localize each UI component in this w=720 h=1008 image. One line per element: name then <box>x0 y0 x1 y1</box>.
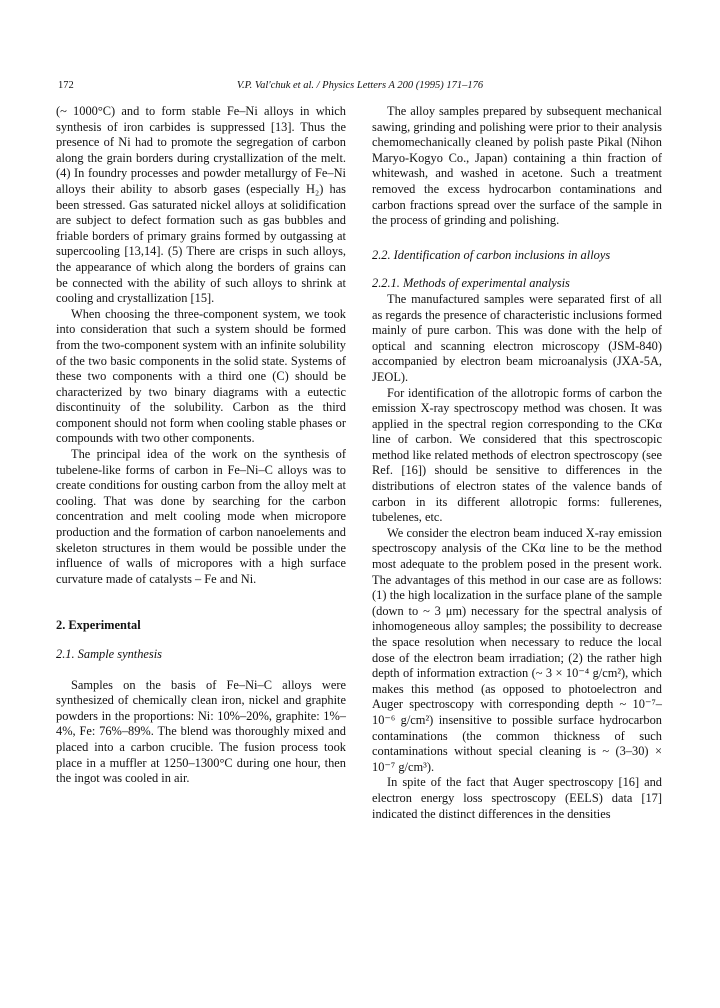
section-heading: 2. Experimental <box>56 618 141 633</box>
running-head: V.P. Val'chuk et al. / Physics Letters A 200 (1995) 171–176 <box>236 80 484 91</box>
paragraph: (~ 1000°C) and to form stable Fe–Ni alloys in which synthesis of iron carbides is suppressed [13]. Thus the presence of Ni had to promote the segregation of carbon along the grain borders during crystallization of the melt. (4) In foundry processes and powder metallurgy of Fe–Ni alloys their ability to absorb gases (especially H₂) has been stressed. Gas saturated nickel alloys at solidification are subject to defect formation such as gas bubbles and friable borders of primary grains formed by outgassing at supercooling [13,14]. (5) There are crisps in such alloys, the appearance of which along the borders of grains can be connected with the ability of such alloys to shrink at cooling and crystallization [15]. <box>56 104 346 306</box>
paragraph: The alloy samples prepared by subsequent mechanical sawing, grinding and polishing were prior to their analysis chemomechanically cleaned by polish paste Pikal (Nihon Maryo-Kogyo Co., Japan) containing a thin fraction of whitewash, and washed in acetone. Such a treatment removed the excess hydrocarbon contaminations and carbon fractions spread over the surface of the sample in the process of grinding and polishing. <box>372 104 662 228</box>
paragraph: We consider the electron beam induced X-ray emission spectroscopy analysis of the CKα line to be the method most adequate to the problem posed in the present work. The advantages of this method in our case are as follows: (1) the high localization in the surface plane of the sample (down to ~ 3 μm) necessary for the spectral analysis of inhomogeneous alloy samples; the possibility to decrease the space resolution when necessary to reduce the local dose of the electron beam irradiation; (2) the rather high depth of information extraction (~ 3 × 10⁻⁴ g/cm²), which makes this method (as opposed to photoelectron and Auger spectroscopy with corresponding depth ~ 10⁻⁷–10⁻⁶ g/cm²) insensitive to possible surface hydrocarbon contaminations (the common thickness of such contaminations without special cleaning is ~ (3–30) × 10⁻⁷ g/cm³). <box>372 525 662 774</box>
page-number: 172 <box>58 80 74 91</box>
right-column <box>372 104 662 822</box>
subsection-heading: 2.2. Identification of carbon inclusions in alloys <box>372 247 611 262</box>
paragraph: The principal idea of the work on the synthesis of tubelene-like forms of carbon in Fe–Ni–C alloys was to create conditions for ousting carbon from the alloy melt at cooling. That was done by searching for the carbon concentration and melt cooling mode when micropore production and the formation of carbon nanoelements and skeleton structures in them would be possible under the influence of walls of micropores with a high surface curvature made of catalysts – Fe and Ni. <box>56 447 346 586</box>
paragraph: Samples on the basis of Fe–Ni–C alloys were synthesized of chemically clean iron, nickel and graphite powders in the proportions: Ni: 10%–20%, graphite: 1%–4%, Fe: 76%–89%. The blend was thoroughly mixed and placed into a carbon crucible. The fusion process took place in a muffler at 1250–1300°C during one hour, then the ingot was cooled in air. <box>56 677 346 786</box>
subsubsection-heading: 2.2.1. Methods of experimental analysis <box>372 276 570 291</box>
paragraph: When choosing the three-component system, we took into consideration that such a system should be formed from the two-component system with an infinite solubility of the two basic components in the solid state. Systems of these two components with a third one (C) should be characterized by two binary diagrams with a eutectic discontinuity of the solubility. Carbon as the third component should not form when cooling stable phases or compounds with two other components. <box>56 306 346 446</box>
paragraph: The manufactured samples were separated first of all as regards the presence of characteristic inclusions formed mainly of pure carbon. This was done with the help of optical and scanning electron microscopy (JSM-840) accompanied by electron beam microanalysis (JXA-5A, JEOL). <box>372 291 662 384</box>
paragraph: In spite of the fact that Auger spectroscopy [16] and electron energy loss spectroscopy (EELS) data [17] indicated the distinct differences in the densities <box>372 775 662 821</box>
left-column <box>56 104 346 787</box>
subsection-heading: 2.1. Sample synthesis <box>56 647 162 661</box>
paragraph: For identification of the allotropic forms of carbon the emission X-ray spectroscopy method was chosen. It was applied in the spectral region corresponding to the CKα line of carbon. We considered that this spectroscopic method like related methods of electron spectroscopy (see Ref. [16]) should be sensitive to differences in the distributions of electron states of the valence bands of carbon in its different allotropic forms: fullerenes, tubelenes, etc. <box>372 385 662 525</box>
page-header <box>58 80 662 94</box>
